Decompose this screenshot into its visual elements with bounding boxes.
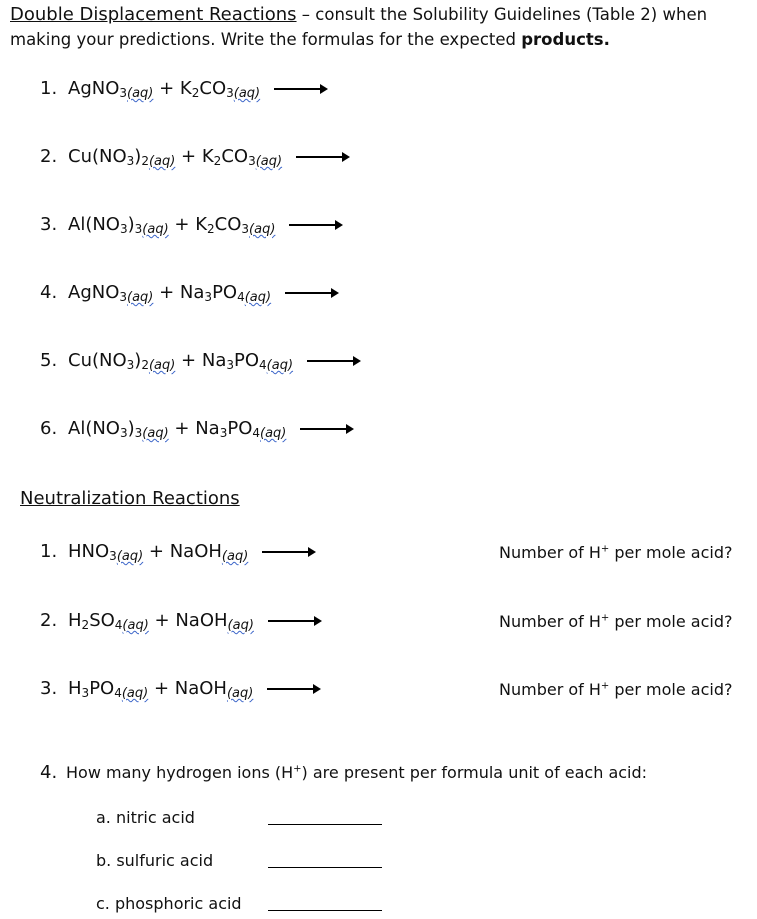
subscript: 3 xyxy=(126,154,135,168)
state-label: (aq) xyxy=(221,549,249,564)
acid-b: b. sulfuric acid xyxy=(96,851,214,870)
formula-text: AgNO xyxy=(68,282,120,303)
item-number: 1. xyxy=(40,541,58,562)
state-label: (aq) xyxy=(121,686,149,701)
reaction-equation xyxy=(40,146,348,169)
formula-text: H xyxy=(68,610,82,631)
formula-text: + xyxy=(175,350,202,371)
formula-text: ) xyxy=(127,214,135,235)
subscript: 3 xyxy=(241,222,250,236)
reaction-equation xyxy=(40,541,314,564)
question-suffix: per mole acid? xyxy=(609,543,733,562)
subscript: 2 xyxy=(191,86,200,100)
formula-text: Al(NO xyxy=(68,214,120,235)
formula-text: PO xyxy=(234,350,260,371)
reaction-arrow-icon xyxy=(307,360,359,362)
formula-text: + xyxy=(168,214,196,235)
subscript: 4 xyxy=(237,290,245,304)
h-plus-question xyxy=(499,680,733,699)
formula-text: NaOH xyxy=(169,541,222,562)
reaction-equation xyxy=(40,350,359,373)
question-sup: + xyxy=(600,543,610,555)
state-label: (aq) xyxy=(255,154,283,169)
item-number: 1. xyxy=(40,78,58,99)
formula-text: Al(NO xyxy=(68,418,120,439)
question-suffix: per mole acid? xyxy=(609,680,733,699)
question-text-2: ) are present per formula unit of each acid: xyxy=(301,763,648,782)
state-label: (aq) xyxy=(142,426,169,441)
state-label: (aq) xyxy=(127,86,154,101)
formula-text: + xyxy=(153,78,180,99)
formula-text: K xyxy=(179,78,192,99)
subscript: 4 xyxy=(252,426,261,440)
formula-text: PO xyxy=(89,678,115,699)
question-text: How many hydrogen ions (H xyxy=(66,763,294,782)
reaction-arrow-icon xyxy=(285,292,337,294)
reaction-arrow-icon xyxy=(300,428,352,430)
state-label: (aq) xyxy=(260,426,287,441)
formula-text: K xyxy=(201,146,214,167)
instructions-text: – consult the Solubility Guidelines (Table 2) when making your predictions. Write the formulas for the expected xyxy=(10,5,708,49)
question-sup: + xyxy=(293,763,302,775)
formula-text: NaOH xyxy=(175,610,228,631)
subscript: 3 xyxy=(226,358,234,372)
acid-c: c. phosphoric acid xyxy=(96,894,242,913)
formula-text: CO xyxy=(214,214,242,235)
formula-text: NaOH xyxy=(174,678,227,699)
state-label: (aq) xyxy=(244,290,272,305)
reaction-equation xyxy=(40,610,320,633)
reaction-equation xyxy=(40,214,341,237)
formula-text: CO xyxy=(221,146,249,167)
question-suffix: per mole acid? xyxy=(609,612,733,631)
reaction-equation xyxy=(40,282,337,305)
subscript: 3 xyxy=(126,358,135,372)
question-4 xyxy=(40,762,647,783)
reaction-arrow-icon xyxy=(274,88,326,90)
item-number: 5. xyxy=(40,350,58,371)
formula-text: Na xyxy=(179,282,205,303)
formula-text: AgNO xyxy=(68,78,120,99)
formula-text: + xyxy=(153,282,180,303)
formula-text: PO xyxy=(212,282,238,303)
subscript: 3 xyxy=(248,154,256,168)
answer-blank-a[interactable] xyxy=(268,824,382,825)
question-prefix: Number of H xyxy=(499,612,601,631)
subscript: 2 xyxy=(141,154,149,168)
item-number: 3. xyxy=(40,678,58,699)
state-label: (aq) xyxy=(122,618,149,633)
subscript: 3 xyxy=(119,290,128,304)
subscript: 4 xyxy=(259,358,267,372)
answer-blank-b[interactable] xyxy=(268,867,382,868)
reaction-arrow-icon xyxy=(296,156,348,158)
subscript: 3 xyxy=(219,426,228,440)
formula-text: H xyxy=(68,678,82,699)
reaction-arrow-icon xyxy=(268,620,320,622)
subscript: 4 xyxy=(114,686,122,700)
reaction-arrow-icon xyxy=(267,688,319,690)
h-plus-question xyxy=(499,543,733,562)
question-prefix: Number of H xyxy=(499,680,601,699)
subscript: 3 xyxy=(81,686,90,700)
subscript: 3 xyxy=(119,426,128,440)
subscript: 2 xyxy=(141,358,149,372)
instructions xyxy=(10,2,755,52)
subscript: 3 xyxy=(134,222,143,236)
state-label: (aq) xyxy=(266,358,294,373)
acid-a: a. nitric acid xyxy=(96,808,195,827)
formula-text: + xyxy=(175,146,202,167)
formula-text: + xyxy=(143,541,170,562)
state-label: (aq) xyxy=(127,290,154,305)
formula-text: PO xyxy=(227,418,253,439)
state-label: (aq) xyxy=(148,358,176,373)
item-number: 2. xyxy=(40,146,58,167)
formula-text: SO xyxy=(89,610,115,631)
subscript: 3 xyxy=(109,549,117,563)
item-number: 3. xyxy=(40,214,58,235)
state-label: (aq) xyxy=(148,154,176,169)
item-number: 6. xyxy=(40,418,58,439)
question-sup: + xyxy=(600,612,610,624)
subscript: 3 xyxy=(119,222,128,236)
formula-text: HNO xyxy=(68,541,110,562)
subscript: 3 xyxy=(226,86,234,100)
formula-text: + xyxy=(148,678,175,699)
subscript: 2 xyxy=(213,154,222,168)
item-number: 2. xyxy=(40,610,58,631)
state-label: (aq) xyxy=(116,549,144,564)
question-number: 4. xyxy=(40,762,58,783)
reaction-equation xyxy=(40,418,352,441)
neutralization-title: Neutralization Reactions xyxy=(20,488,240,509)
formula-text: ) xyxy=(134,146,142,167)
answer-blank-c[interactable] xyxy=(268,910,382,911)
subscript: 3 xyxy=(119,86,128,100)
question-prefix: Number of H xyxy=(499,543,601,562)
reaction-arrow-icon xyxy=(289,224,341,226)
h-plus-question xyxy=(499,612,733,631)
state-label: (aq) xyxy=(249,222,276,237)
instructions-bold: products. xyxy=(521,30,610,49)
formula-text: ) xyxy=(134,350,142,371)
reaction-arrow-icon xyxy=(262,551,314,553)
state-label: (aq) xyxy=(233,86,261,101)
subscript: 3 xyxy=(134,426,143,440)
formula-text: K xyxy=(195,214,208,235)
formula-text: ) xyxy=(127,418,135,439)
formula-text: CO xyxy=(199,78,227,99)
formula-text: Cu(NO xyxy=(68,146,127,167)
state-label: (aq) xyxy=(226,686,254,701)
formula-text: Cu(NO xyxy=(68,350,127,371)
item-number: 4. xyxy=(40,282,58,303)
formula-text: Na xyxy=(195,418,220,439)
subscript: 3 xyxy=(204,290,213,304)
subscript: 2 xyxy=(207,222,215,236)
state-label: (aq) xyxy=(142,222,169,237)
subscript: 2 xyxy=(81,618,90,632)
question-sup: + xyxy=(600,680,610,692)
formula-text: + xyxy=(168,418,196,439)
reaction-equation xyxy=(40,78,326,101)
state-label: (aq) xyxy=(227,618,254,633)
reaction-equation xyxy=(40,678,319,701)
section-title: Double Displacement Reactions xyxy=(10,4,297,25)
formula-text: Na xyxy=(201,350,227,371)
subscript: 4 xyxy=(114,618,123,632)
formula-text: + xyxy=(148,610,176,631)
